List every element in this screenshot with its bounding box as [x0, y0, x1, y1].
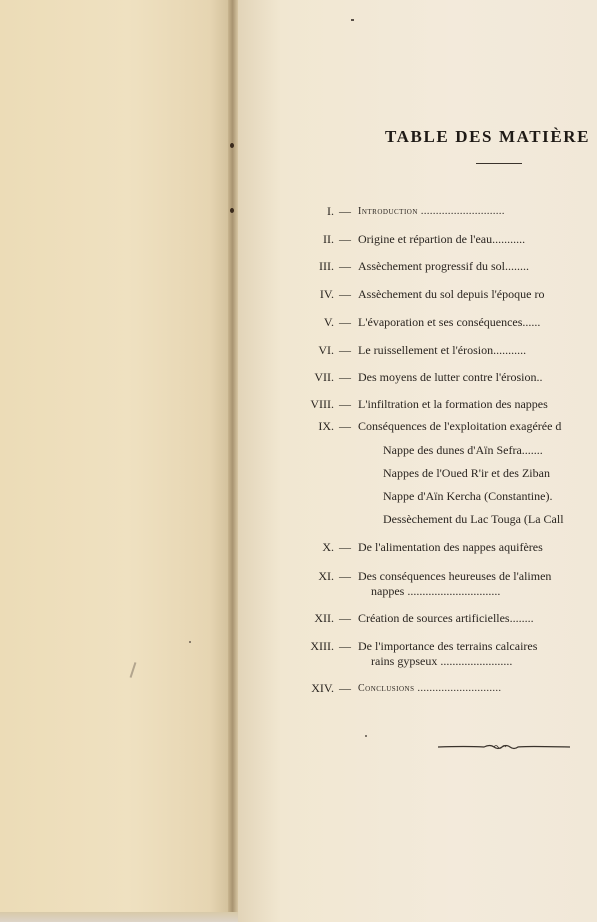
toc-number: V.: [323, 315, 334, 329]
toc-dash: —: [339, 397, 351, 411]
toc-title: Origine et répartion de l'eau...........: [358, 232, 526, 246]
toc-entry-iv: [238, 287, 597, 307]
toc-title: Des conséquences heureuses de l'alimen: [358, 569, 552, 583]
toc-number: X.: [322, 540, 334, 554]
toc-dash: —: [339, 315, 351, 329]
toc-dash: —: [339, 370, 351, 384]
toc-entry-i: [238, 204, 597, 224]
toc-number: XIII.: [310, 639, 334, 653]
page-speck: [351, 19, 354, 21]
toc-number: VIII.: [310, 397, 334, 411]
toc-continuation: nappes ...............................: [371, 584, 501, 598]
toc-number: VI.: [318, 343, 334, 357]
toc-title: L'infiltration et la formation des nappes: [358, 397, 548, 411]
toc-continuation: rains gypseux ........................: [371, 654, 513, 668]
toc-title: Création de sources artificielles........: [358, 611, 534, 625]
toc-number: II.: [323, 232, 334, 246]
toc-title: De l'alimentation des nappes aquifères: [358, 540, 543, 554]
toc-number: IV.: [319, 287, 334, 301]
toc-entry-v: [238, 315, 597, 335]
toc-title: Assèchement progressif du sol........: [358, 259, 529, 273]
page-speck: [189, 641, 191, 643]
toc-dash: —: [339, 287, 351, 301]
toc-title: De l'importance des terrains calcaires: [358, 639, 538, 653]
toc-dash: —: [339, 569, 351, 583]
page-speck: [130, 662, 137, 678]
toc-dash: —: [339, 419, 351, 433]
toc-entry-viii: [238, 397, 597, 417]
page-speck: [365, 735, 367, 737]
toc-title: Introduction ............................: [358, 206, 505, 217]
toc-dash: —: [339, 681, 351, 695]
toc-number: XI.: [318, 569, 334, 583]
toc-title: L'évaporation et ses conséquences......: [358, 315, 541, 329]
toc-title: Conséquences de l'exploitation exagérée d: [358, 419, 562, 433]
toc-dash: —: [339, 540, 351, 554]
toc-dash: —: [339, 611, 351, 625]
toc-title: Conclusions ............................: [358, 683, 502, 694]
toc-number: XIV.: [311, 681, 334, 695]
right-page: [238, 0, 597, 922]
toc-entry-ix: [238, 419, 597, 439]
toc-title: Des moyens de lutter contre l'érosion..: [358, 370, 543, 384]
binding-hole: [230, 208, 234, 213]
left-page: [0, 0, 233, 922]
toc-dash: —: [339, 259, 351, 273]
binding-hole: [230, 143, 234, 148]
toc-subentry: Nappes de l'Oued R'ir et des Ziban: [383, 466, 550, 480]
title-rule: [476, 163, 522, 164]
toc-subentry: Nappe des dunes d'Aïn Sefra.......: [383, 443, 543, 457]
toc-subentry: Dessèchement du Lac Touga (La Call: [383, 512, 564, 526]
toc-title: Assèchement du sol depuis l'époque ro: [358, 287, 545, 301]
toc-title: Le ruissellement et l'érosion...........: [358, 343, 527, 357]
toc-entry-x: [238, 540, 597, 560]
toc-dash: —: [339, 232, 351, 246]
toc-number: VII.: [314, 370, 334, 384]
toc-entry-xiv: [238, 681, 597, 701]
ornament-flourish-icon: [436, 741, 572, 753]
toc-subentry: Nappe d'Aïn Kercha (Constantine).: [383, 489, 553, 503]
toc-entry-ii: [238, 232, 597, 252]
toc-entry-iii: [238, 259, 597, 279]
toc-entry-xii: [238, 611, 597, 631]
toc-entry-vii: [238, 370, 597, 390]
toc-dash: —: [339, 343, 351, 357]
book-gutter: [228, 0, 238, 922]
toc-dash: —: [339, 639, 351, 653]
toc-number: III.: [319, 259, 334, 273]
toc-entry-vi: [238, 343, 597, 363]
toc-number: IX.: [318, 419, 334, 433]
toc-dash: —: [339, 204, 351, 218]
toc-number: I.: [327, 204, 334, 218]
page-title: TABLE DES MATIÈRE: [385, 127, 591, 146]
toc-number: XII.: [314, 611, 334, 625]
